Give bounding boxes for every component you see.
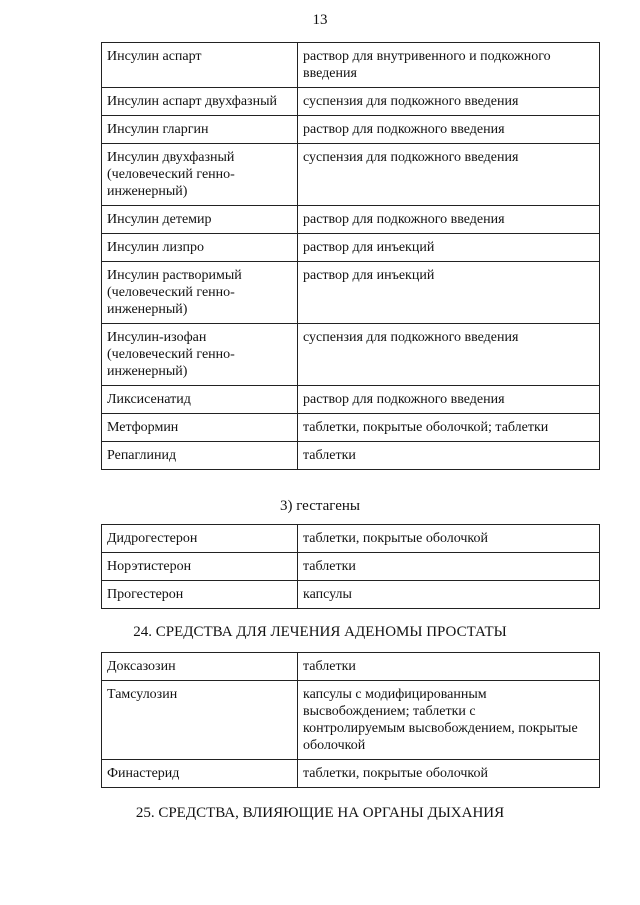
drug-name-line: Репаглинид [107,448,177,463]
dosage-form-line: капсулы [303,587,352,602]
drug-name-line: Инсулин аспарт двухфазный [107,94,277,109]
dosage-form-cell [298,760,600,788]
dosage-form-line: раствор для инъекций [303,240,435,255]
drug-name-line: (человеческий генно- [107,285,235,300]
dosage-form-cell [298,525,600,553]
drug-name-line: Метформин [107,420,179,435]
table-row [102,553,600,581]
drug-name-cell [102,414,298,442]
dosage-form-cell [298,324,600,386]
drug-name-cell [102,442,298,470]
dosage-form-line: таблетки [303,659,356,674]
dosage-form-line: таблетки, покрытые оболочкой [303,531,489,546]
dosage-form-line: капсулы с модифицированным [303,687,487,702]
table-row [102,324,600,386]
page-number: 13 [312,12,328,28]
dosage-form-line: оболочкой [303,738,366,753]
table-row [102,386,600,414]
drug-name-line: Инсулин двухфазный [107,150,235,165]
section-24-heading: 24. СРЕДСТВА ДЛЯ ЛЕЧЕНИЯ АДЕНОМЫ ПРОСТАТЫ [133,624,507,640]
dosage-form-line: таблетки, покрытые оболочкой; таблетки [303,420,549,435]
drug-name-cell [102,760,298,788]
table-row [102,206,600,234]
dosage-form-line: раствор для подкожного введения [303,212,505,227]
dosage-form-cell [298,43,600,88]
dosage-form-line: введения [303,66,357,81]
dosage-form-cell [298,386,600,414]
drug-name-cell [102,324,298,386]
section-3-heading: 3) гестагены [279,498,360,514]
prostate-table [101,652,600,788]
drug-name-cell [102,525,298,553]
table-row [102,760,600,788]
drug-name-cell [102,262,298,324]
drug-name-line: инженерный) [107,302,188,317]
drug-name-cell [102,43,298,88]
dosage-form-line: высвобождением; таблетки с [303,704,476,719]
drug-name-cell [102,553,298,581]
dosage-form-cell [298,681,600,760]
dosage-form-cell [298,206,600,234]
drug-name-line: Доксазозин [107,659,176,674]
drug-name-cell [102,386,298,414]
insulin-table-body [102,43,600,470]
table-row [102,262,600,324]
drug-name-line: (человеческий генно- [107,167,235,182]
gestagen-table [101,524,600,609]
drug-name-line: Инсулин-изофан [107,330,207,345]
dosage-form-cell [298,442,600,470]
dosage-form-line: таблетки, покрытые оболочкой [303,766,489,781]
drug-name-line: инженерный) [107,184,188,199]
section-25-heading: 25. СРЕДСТВА, ВЛИЯЮЩИЕ НА ОРГАНЫ ДЫХАНИЯ [135,805,505,821]
table-row [102,88,600,116]
gestagen-table-body [102,525,600,609]
table-row [102,653,600,681]
drug-name-line: Инсулин растворимый [107,268,242,283]
dosage-form-cell [298,116,600,144]
drug-name-line: Тамсулозин [107,687,178,702]
table-row [102,144,600,206]
dosage-form-cell [298,144,600,206]
table-row [102,581,600,609]
dosage-form-cell [298,262,600,324]
dosage-form-line: суспензия для подкожного введения [303,330,519,345]
dosage-form-line: таблетки [303,559,356,574]
dosage-form-line: раствор для инъекций [303,268,435,283]
drug-name-line: Финастерид [107,766,180,781]
drug-name-cell [102,581,298,609]
drug-name-line: Дидрогестерон [107,531,198,546]
drug-name-cell [102,234,298,262]
drug-name-line: Инсулин лизпро [107,240,204,255]
drug-name-cell [102,653,298,681]
table-row [102,234,600,262]
drug-name-line: (человеческий генно- [107,347,235,362]
dosage-form-line: раствор для подкожного введения [303,122,505,137]
table-row [102,414,600,442]
drug-name-line: Инсулин аспарт [107,49,202,64]
table-row [102,681,600,760]
drug-name-cell [102,88,298,116]
dosage-form-cell [298,88,600,116]
dosage-form-line: раствор для внутривенного и подкожного [303,49,551,64]
dosage-form-line: суспензия для подкожного введения [303,150,519,165]
dosage-form-cell [298,653,600,681]
drug-name-line: инженерный) [107,364,188,379]
table-row [102,442,600,470]
insulin-table [101,42,600,470]
dosage-form-cell [298,553,600,581]
drug-name-line: Ликсисенатид [107,392,191,407]
table-row [102,43,600,88]
table-row [102,525,600,553]
dosage-form-cell [298,414,600,442]
drug-name-cell [102,116,298,144]
drug-name-line: Инсулин детемир [107,212,212,227]
drug-name-cell [102,206,298,234]
drug-name-cell [102,681,298,760]
drug-name-line: Норэтистерон [107,559,192,574]
drug-name-line: Прогестерон [107,587,184,602]
table-row [102,116,600,144]
dosage-form-line: контролируемым высвобождением, покрытые [303,721,578,736]
dosage-form-cell [298,234,600,262]
dosage-form-cell [298,581,600,609]
drug-name-cell [102,144,298,206]
dosage-form-line: таблетки [303,448,356,463]
drug-name-line: Инсулин гларгин [107,122,209,137]
dosage-form-line: суспензия для подкожного введения [303,94,519,109]
dosage-form-line: раствор для подкожного введения [303,392,505,407]
prostate-table-body [102,653,600,788]
